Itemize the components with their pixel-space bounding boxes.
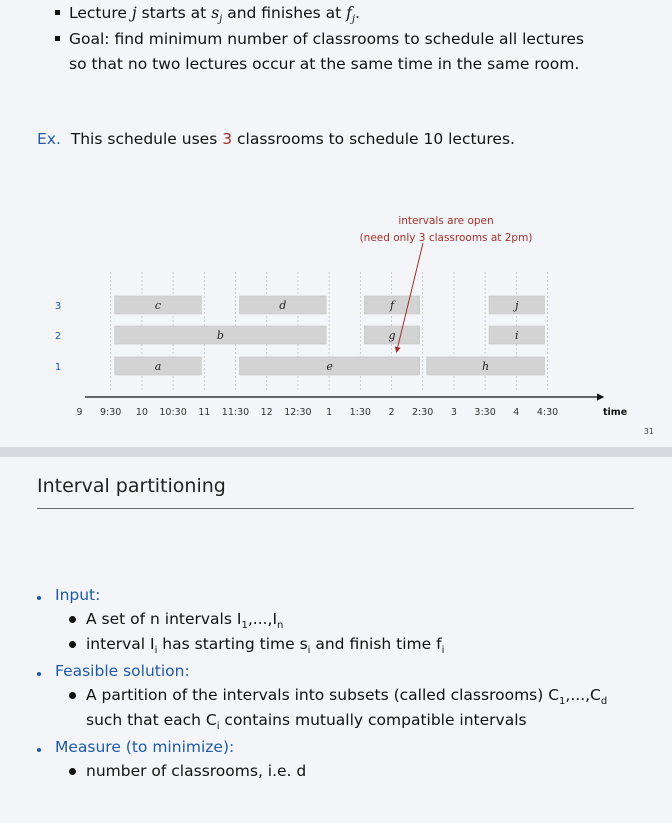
interval-label: a bbox=[154, 360, 162, 373]
interval-label: e bbox=[326, 360, 333, 373]
feasible-label: Feasible solution: bbox=[55, 662, 190, 680]
annotation-line2: (need only 3 classrooms at 2pm) bbox=[359, 232, 533, 244]
interval-label: b bbox=[216, 329, 224, 342]
feasible-item-2: such that each $C_i$ contains mutually compatible intervals bbox=[86, 711, 527, 733]
measure-item-1: number of classrooms, i.e. d bbox=[86, 762, 307, 780]
classroom-label: 1 bbox=[54, 362, 62, 373]
tick-label: 9:30 bbox=[100, 407, 122, 418]
bullet-dot bbox=[69, 616, 76, 623]
row-labels bbox=[55, 301, 61, 373]
slide-title: Interval partitioning bbox=[37, 475, 226, 497]
tick-label: 12 bbox=[260, 407, 273, 418]
interval-label: d bbox=[279, 299, 287, 312]
tick-label: 4 bbox=[513, 407, 520, 418]
tick-label: 12:30 bbox=[284, 407, 312, 418]
input-label: Input: bbox=[55, 586, 101, 604]
time-ticks bbox=[76, 407, 558, 418]
bullet-goal-line2: so that no two lectures occur at the same time in the same room. bbox=[69, 55, 580, 73]
tick-label: 2:30 bbox=[412, 407, 434, 418]
interval-label: j bbox=[515, 299, 519, 312]
input-item-1: A set of n intervals $I_1,...,I_n$ bbox=[86, 610, 284, 632]
bullet-goal-line1: Goal: find minimum number of classrooms to schedule all lectures bbox=[69, 30, 584, 48]
interval-label: g bbox=[388, 329, 396, 342]
tick-label: 4:30 bbox=[536, 407, 559, 418]
tick-label: 10:30 bbox=[159, 407, 187, 418]
tick-label: 3:30 bbox=[474, 407, 496, 418]
title-rule bbox=[37, 508, 634, 509]
bullet-dot bbox=[69, 692, 76, 699]
bullet-dot bbox=[37, 748, 41, 752]
interval-bars bbox=[115, 296, 545, 375]
example-line: Ex. This schedule uses 3 classrooms to schedule 10 lectures. bbox=[37, 130, 515, 148]
tick-label: 2 bbox=[388, 407, 395, 418]
tick-label: 1 bbox=[326, 407, 333, 418]
bullet-lecture: Lecture j starts at $s_j$ and finishes at $f_j$. bbox=[69, 4, 360, 26]
annotation-line1: intervals are open bbox=[398, 215, 494, 227]
tick-label: 11:30 bbox=[221, 407, 250, 418]
bullet-dot bbox=[69, 768, 76, 775]
page-number: 31 bbox=[643, 427, 654, 436]
slide-2 bbox=[0, 457, 672, 823]
tick-label: 9 bbox=[76, 407, 83, 418]
classroom-label: 2 bbox=[54, 331, 62, 342]
slide-separator bbox=[0, 447, 672, 457]
bullet-dot bbox=[37, 672, 41, 676]
tick-label: 10 bbox=[135, 407, 148, 418]
feasible-item-1: A partition of the intervals into subsets (called classrooms) $C_1,...,C_d$ bbox=[86, 686, 608, 708]
interval-label: i bbox=[515, 329, 519, 342]
tick-label: 11 bbox=[198, 407, 211, 418]
time-axis-label: time bbox=[603, 407, 628, 418]
tick-label: 1:30 bbox=[349, 407, 371, 418]
bullet-dot bbox=[37, 596, 41, 600]
bullet-dot bbox=[69, 641, 76, 648]
interval-label: c bbox=[154, 299, 162, 312]
tick-label: 3 bbox=[450, 407, 457, 418]
input-item-2: interval $I_i$ has starting time $s_i$ and finish time $f_i$ bbox=[86, 635, 445, 657]
interval-label: h bbox=[482, 360, 490, 373]
measure-label: Measure (to minimize): bbox=[55, 738, 235, 756]
classroom-label: 3 bbox=[54, 301, 62, 312]
interval-label: f bbox=[389, 299, 395, 312]
